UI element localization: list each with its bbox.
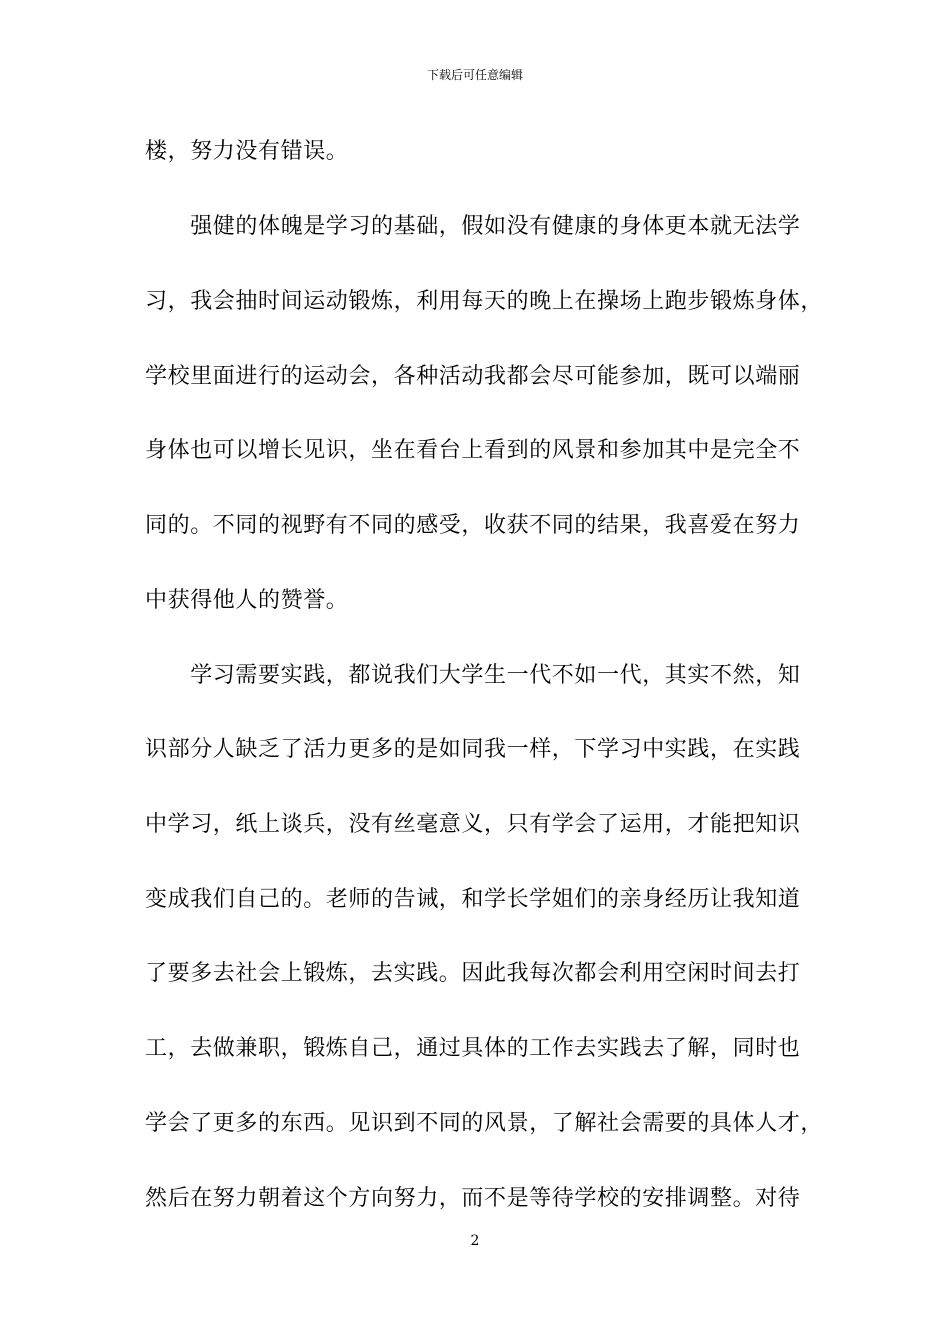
text-line: 学会了更多的东西。见识到不同的风景，了解社会需要的具体人才， bbox=[145, 1111, 824, 1136]
text-line: 同的。不同的视野有不同的感受，收获不同的结果，我喜爱在努力 bbox=[145, 513, 801, 538]
text-line: 身体也可以增长见识，坐在看台上看到的风景和参加其中是完全不 bbox=[145, 438, 801, 463]
text-line: 然后在努力朝着这个方向努力，而不是等待学校的安排调整。对待 bbox=[145, 1186, 801, 1211]
text-line: 强健的体魄是学习的基础，假如没有健康的身体更本就无法学 bbox=[145, 214, 801, 239]
text-line: 学习需要实践，都说我们大学生一代不如一代，其实不然，知 bbox=[145, 663, 801, 688]
page-number: 2 bbox=[470, 1233, 480, 1249]
text-line: 识部分人缺乏了活力更多的是如同我一样，下学习中实践，在实践 bbox=[145, 737, 801, 762]
text-line: 习，我会抽时间运动锻炼，利用每天的晚上在操场上跑步锻炼身体， bbox=[145, 289, 824, 314]
text-line: 中获得他人的赞誉。 bbox=[145, 588, 349, 613]
text-line: 了要多去社会上锻炼，去实践。因此我每次都会利用空闲时间去打 bbox=[145, 961, 801, 986]
page-header: 下载后可任意编辑 bbox=[426, 68, 523, 82]
text-line: 学校里面进行的运动会，各种活动我都会尽可能参加，既可以端丽 bbox=[145, 364, 801, 389]
text-line: 变成我们自己的。老师的告诫，和学长学姐们的亲身经历让我知道 bbox=[145, 887, 801, 912]
text-line: 中学习，纸上谈兵，没有丝毫意义，只有学会了运用，才能把知识 bbox=[145, 812, 801, 837]
text-line: 楼，努力没有错误。 bbox=[145, 139, 349, 164]
text-line: 工，去做兼职，锻炼自己，通过具体的工作去实践去了解，同时也 bbox=[145, 1036, 801, 1061]
